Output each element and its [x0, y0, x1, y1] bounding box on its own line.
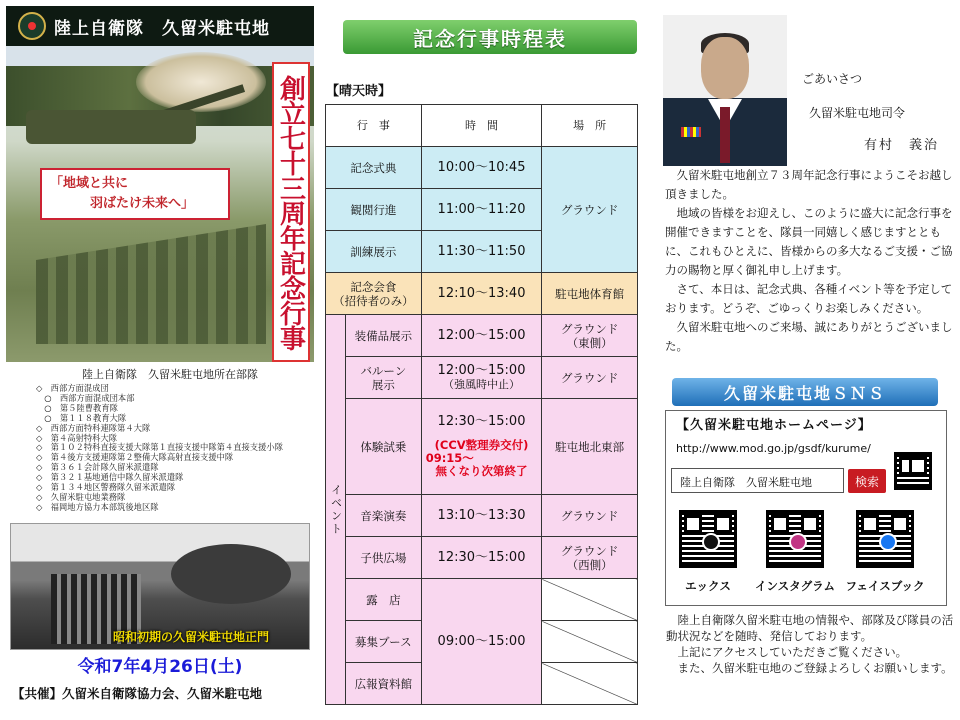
time-text: 12:00〜15:00	[437, 362, 526, 378]
event-time: 10:00〜10:45	[421, 147, 542, 189]
sns-info-paragraph: また、久留米駐屯地のご登録よろしくお願いします。	[677, 661, 953, 675]
homepage-title: 【久留米駐屯地ホームページ】	[676, 418, 872, 433]
event-place: 駐屯地体育館	[542, 273, 638, 315]
event-name: 記念式典	[326, 147, 422, 189]
place-text: グラウンド	[560, 321, 619, 336]
homepage-qr-code	[894, 452, 932, 490]
list-item: ◇ 西部方面特科連隊第４大隊	[36, 422, 151, 433]
event-place: グラウンド	[542, 495, 638, 537]
event-name-text2: 展示	[371, 377, 395, 392]
schedule-condition: 【晴天時】	[326, 84, 392, 99]
sns-label-facebook: フェイスブック	[845, 579, 925, 593]
table-row	[326, 315, 638, 357]
instagram-qr-code	[766, 510, 824, 568]
table-row	[326, 147, 638, 189]
slogan-line2: 羽ばたけ未来へ」	[90, 196, 195, 211]
homepage-url-link[interactable]: http://www.mod.go.jp/gsdf/kurume/	[676, 442, 871, 455]
x-qr-code	[679, 510, 737, 568]
empty-place-cell	[542, 621, 638, 663]
event-name: 音楽演奏	[345, 495, 421, 537]
table-row	[326, 495, 638, 537]
column-header: 場 所	[542, 105, 638, 147]
facebook-qr-code	[856, 510, 914, 568]
list-item: ◇ 第３２１基地通信中隊久留米派遣隊	[36, 472, 184, 483]
list-item: ◇ 第４高射特科大隊	[36, 432, 118, 443]
event-time: 12:00〜15:00	[421, 315, 542, 357]
event-time	[421, 357, 542, 399]
facebook-icon	[879, 533, 897, 551]
photo-caption: 昭和初期の久留米駐屯地正門	[112, 630, 269, 644]
commander-name: 有村 義治	[864, 138, 940, 153]
sns-header: 久留米駐屯地ＳＮＳ	[672, 378, 938, 406]
event-name	[326, 273, 422, 315]
greeting-paragraph: 地域の皆様をお迎えし、このように盛大に記念行事を開催できますことを、隊員一同嬉しく感じますとともに、これもひとえに、皆様からの多大なるご支援・ご協力の賜物と厚く御礼申し上げます。	[665, 206, 953, 277]
unit-emblem-icon	[18, 12, 46, 40]
event-name: 子供広場	[345, 537, 421, 579]
ticket-limit: 無くなり次第終了	[435, 464, 528, 478]
greeting-paragraph: 久留米駐屯地創立７３周年記念行事にようこそお越し頂きました。	[665, 168, 953, 201]
table-row	[326, 357, 638, 399]
instagram-icon	[789, 533, 807, 551]
sns-label-instagram: インスタグラム	[754, 579, 836, 593]
commander-title: 久留米駐屯地司令	[809, 106, 906, 120]
hero-photo	[6, 6, 314, 362]
event-place: グラウンド	[542, 357, 638, 399]
ticket-time: 09:15〜	[425, 451, 474, 465]
time-text: 12:30〜15:00	[437, 414, 526, 429]
slogan	[40, 168, 230, 220]
event-time: 13:10〜13:30	[421, 495, 542, 537]
event-time: 09:00〜15:00	[421, 579, 542, 705]
event-name: 募集ブース	[345, 621, 421, 663]
column-header: 時 間	[421, 105, 542, 147]
org-unit-list	[36, 384, 306, 513]
historic-gate-photo	[10, 523, 310, 650]
table-header-row	[326, 105, 638, 147]
event-time: 11:30〜11:50	[421, 231, 542, 273]
event-place	[542, 537, 638, 579]
place-note: （西側）	[566, 557, 613, 572]
sns-panel	[665, 410, 947, 606]
event-name-text: バルーン	[360, 363, 407, 378]
event-date: 令和7年4月26日(土)	[77, 657, 243, 677]
sns-info-paragraph: 陸上自衛隊久留米駐屯地の情報や、部隊及び隊員の活動状況などを随時、発信しております。	[666, 613, 954, 643]
schedule-header: 記念行事時程表	[343, 20, 637, 54]
event-name	[345, 357, 421, 399]
schedule-table	[325, 104, 638, 705]
list-item: ◇ 久留米駐屯地業務隊	[36, 491, 126, 502]
ticket-note: (CCV整理券交付)	[434, 438, 529, 452]
sns-info	[666, 612, 956, 676]
unit-name: 陸上自衛隊 久留米駐屯地	[54, 18, 270, 39]
list-item: ◇ 西部方面混成団	[36, 383, 109, 393]
event-name: 体験試乗	[345, 399, 421, 495]
table-row	[326, 273, 638, 315]
event-place: 駐屯地北東部	[542, 399, 638, 495]
empty-place-cell	[542, 663, 638, 705]
list-item: ○ 西部方面混成団本部	[36, 392, 135, 403]
list-item: ◇ 第１０２特科直接支援大隊第１直接支援中隊第４直接支援小隊	[36, 442, 283, 453]
place-note: （東側）	[566, 335, 613, 350]
search-button[interactable]: 検索	[848, 469, 886, 493]
greeting-paragraph: さて、本日は、記念式典、各種イベント等を予定しております。どうぞ、ごゆっくりお楽しみください。	[665, 282, 953, 315]
table-row	[326, 579, 638, 621]
event-group-label: イベント	[326, 315, 346, 705]
event-place	[542, 315, 638, 357]
unit-banner	[6, 6, 314, 46]
event-time: 12:10〜13:40	[421, 273, 542, 315]
event-name-text: 記念会食	[350, 279, 397, 294]
table-row	[326, 537, 638, 579]
commander-portrait	[663, 15, 787, 166]
event-place: グラウンド	[542, 147, 638, 273]
event-name: 観閲行進	[326, 189, 422, 231]
org-title: 陸上自衛隊 久留米駐屯地所在部隊	[82, 368, 258, 381]
list-item: ○ 第１１８教育大隊	[36, 412, 127, 423]
empty-place-cell	[542, 579, 638, 621]
event-name: 訓練展示	[326, 231, 422, 273]
list-item: ◇ 第４後方支援連隊第２整備大隊高射直接支援中隊	[36, 452, 234, 463]
sns-label-x: エックス	[685, 579, 731, 593]
event-name: 露 店	[345, 579, 421, 621]
greeting-paragraph: 久留米駐屯地へのご来場、誠にありがとうございました。	[665, 320, 953, 353]
greeting-message	[665, 166, 955, 356]
event-time: 12:30〜15:00	[421, 537, 542, 579]
event-time	[421, 399, 542, 495]
list-item: ○ 第５陸曹教育隊	[36, 402, 118, 413]
search-input[interactable]: 陸上自衛隊 久留米駐屯地	[671, 468, 844, 493]
slogan-line1: 「地域と共に	[50, 176, 129, 191]
event-name: 装備品展示	[345, 315, 421, 357]
time-note: （強風時中止）	[443, 377, 521, 391]
column-header: 行 事	[326, 105, 422, 147]
event-time: 11:00〜11:20	[421, 189, 542, 231]
list-item: ◇ 第１３４地区警務隊久留米派遣隊	[36, 482, 176, 493]
list-item: ◇ 福岡地方協力本部筑後地区隊	[36, 501, 159, 512]
table-row	[326, 399, 638, 495]
sns-info-paragraph: 上記にアクセスしていただきご覧ください。	[677, 645, 908, 659]
x-icon	[702, 533, 720, 551]
anniversary-title: 創立七十三周年記念行事	[272, 62, 310, 362]
event-name-note: （招待者のみ）	[333, 293, 414, 308]
host-text: 【共催】久留米自衛隊協力会、久留米駐屯地	[12, 686, 263, 701]
place-text: グラウンド	[560, 543, 619, 558]
event-name: 広報資料館	[345, 663, 421, 705]
greeting-title: ごあいさつ	[802, 72, 863, 86]
list-item: ◇ 第３６１会計隊久留米派遣隊	[36, 462, 159, 473]
